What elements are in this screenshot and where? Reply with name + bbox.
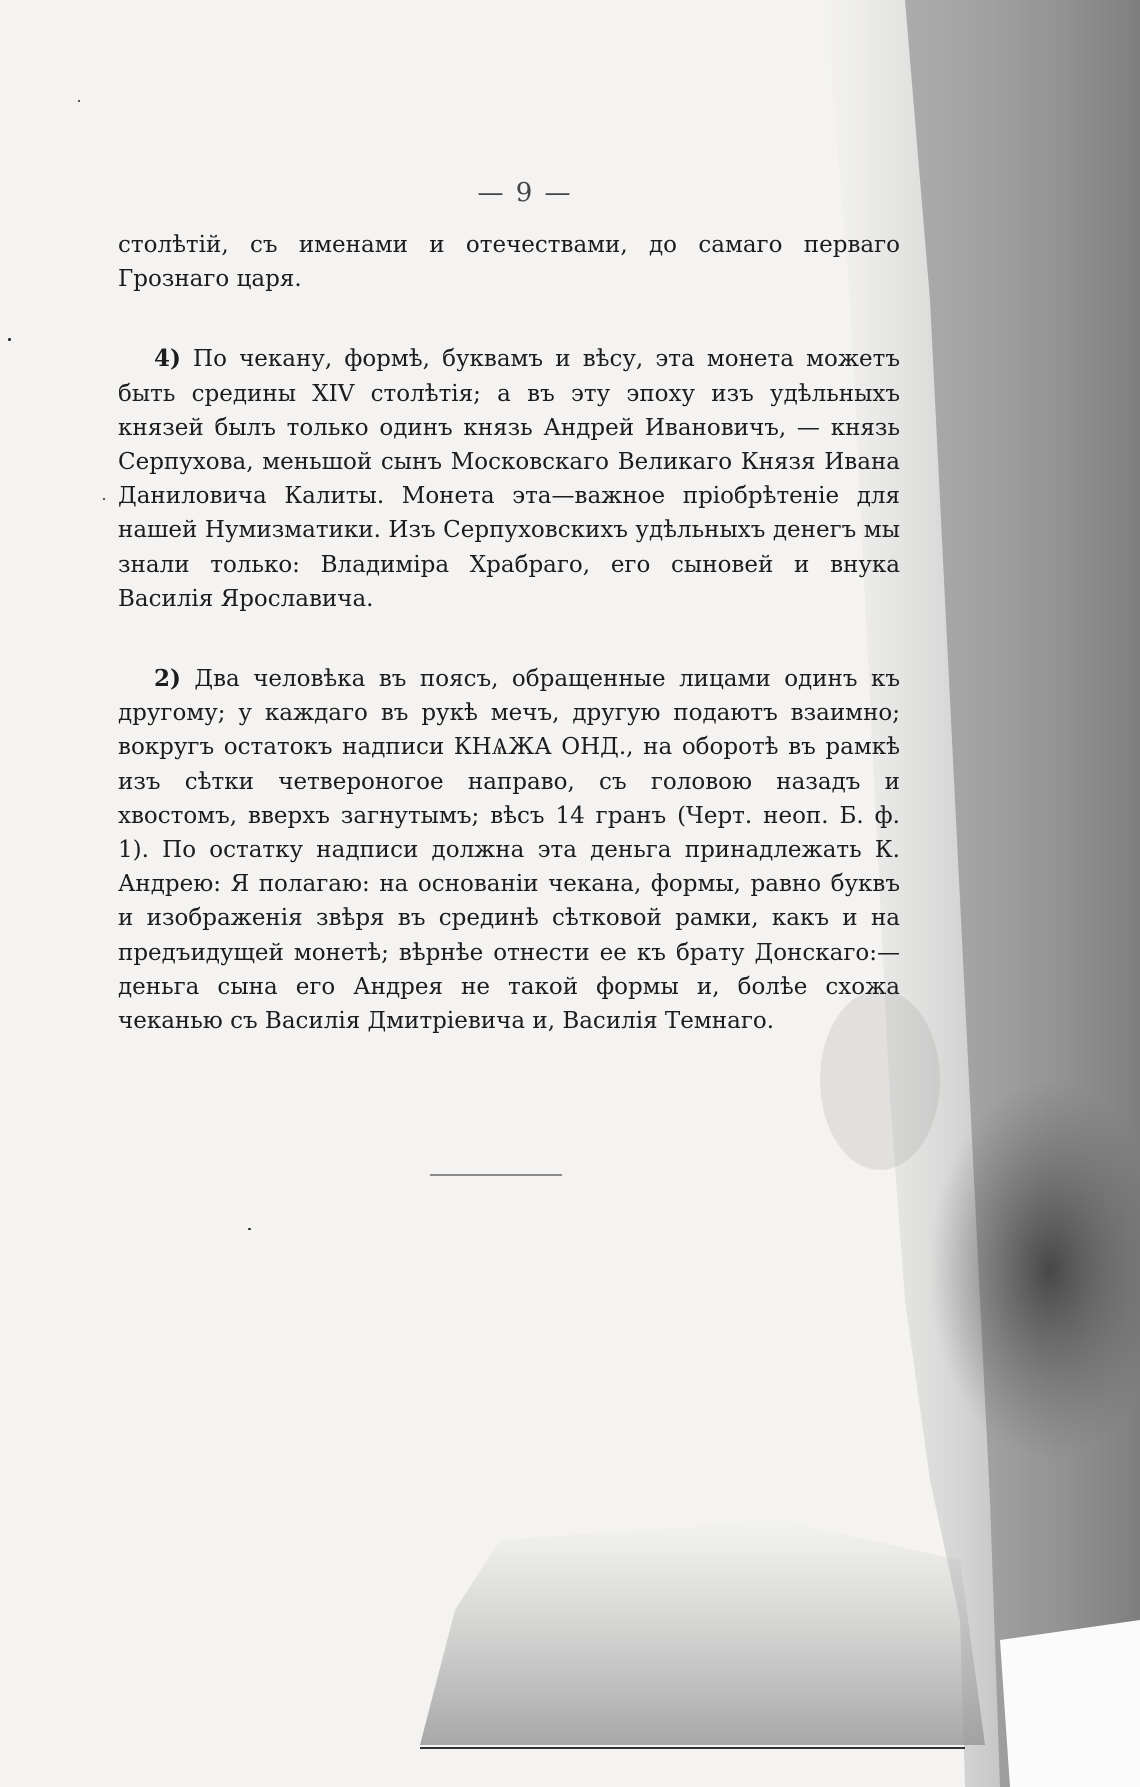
- dust-speck: [248, 1228, 251, 1230]
- paragraph-text: Два человѣка въ поясъ, обращенные лицами одинъ къ другому; у каждаго въ рукѣ мечъ, другую подаютъ взаимно; вокругъ остатокъ надписи КНѦЖА ОНД., на оборотѣ въ рамкѣ изъ сѣтки четвероногое направо, съ головою назадъ и хвостомъ, вверхъ загнутымъ; вѣсъ 14 гранъ (Черт. неоп. Б. ф. 1). По остатку надписи должна эта деньга принадлежать К. Андрею: Я полагаю: на основаніи чекана, формы, равно буквъ и изображенія звѣря въ срединѣ сѣтковой рамки, какъ и на предъидущей монетѣ; вѣрнѣе отнести ее къ брату Донскаго:—деньга сына его Андрея не такой формы и, болѣе схожа чеканью съ Василія Дмитріевича и, Василія Темнаго.: [118, 666, 900, 1035]
- section-divider: [430, 1174, 562, 1176]
- note-number: 4): [154, 345, 181, 373]
- paragraph-continuation: [118, 228, 900, 296]
- dust-speck: [103, 498, 105, 500]
- paragraph-text: По чекану, формѣ, буквамъ и вѣсу, эта монета можетъ быть средины XIV столѣтія; а въ эту эпоху изъ удѣльныхъ князей былъ только одинъ князь Андрей Ивановичъ, — князь Серпухова, меньшой сынъ Московскаго Великаго Князя Ивана Даниловича Калиты. Монета эта—важное пріобрѣтеніе для нашей Нумизматики. Изъ Серпуховскихъ удѣльныхъ денегъ мы знали только: Владиміра Храбраго, его сыновей и внука Василія Ярославича.: [118, 346, 900, 612]
- paragraph-note-2: [118, 662, 900, 1038]
- body-text: [118, 228, 900, 1084]
- page-number: — 9 —: [477, 178, 573, 208]
- paragraph-note-4: [118, 342, 900, 616]
- note-number: 2): [154, 665, 181, 693]
- dust-speck: [78, 100, 80, 102]
- dust-speck: [8, 338, 11, 341]
- paragraph-text: столѣтій, съ именами и отечествами, до самаго перваго Грознаго царя.: [118, 232, 900, 293]
